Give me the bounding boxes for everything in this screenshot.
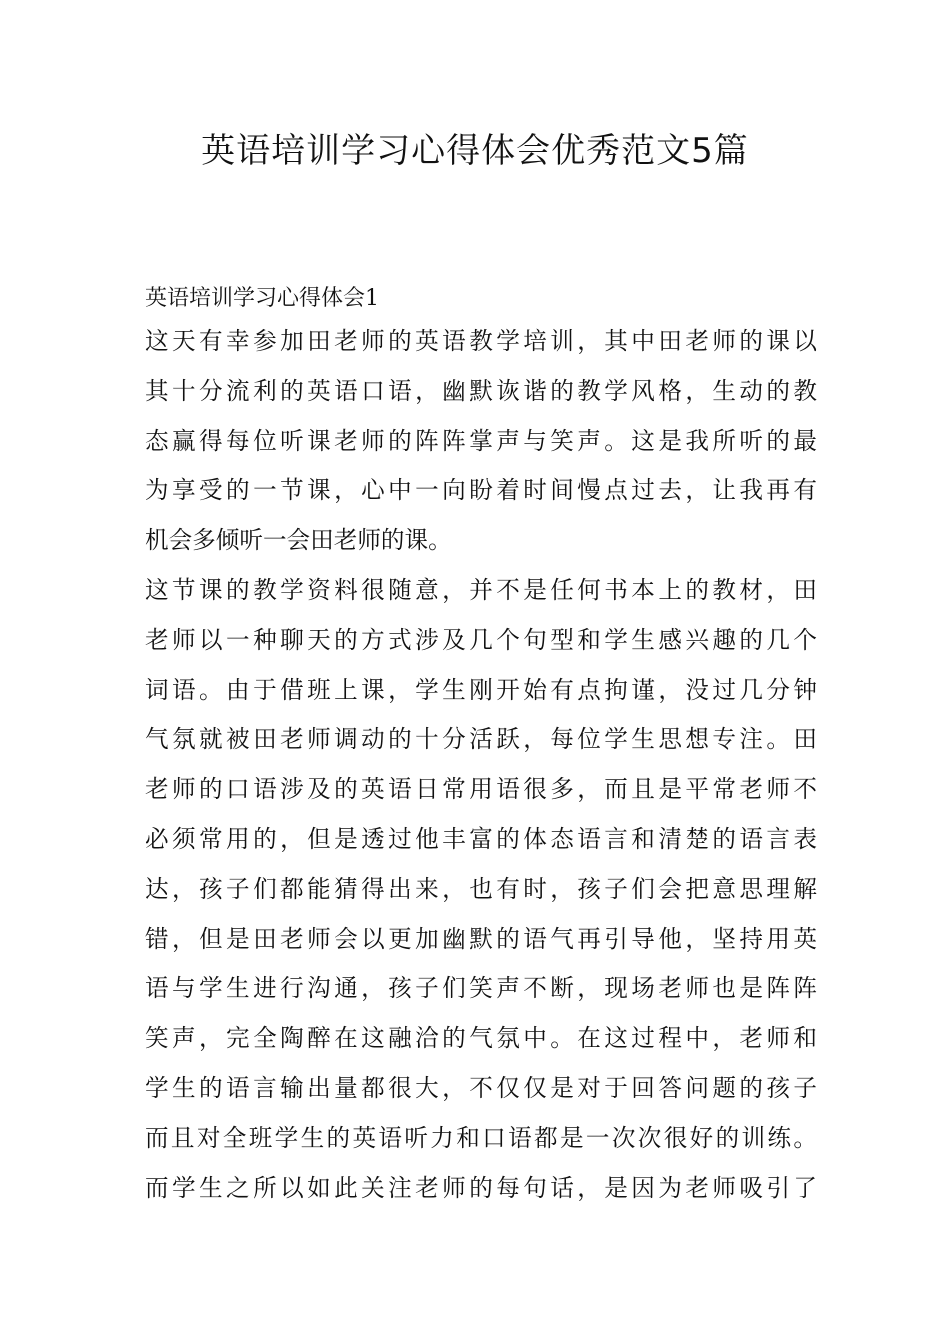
paragraph-line: 学生的语言输出量都很大，不仅仅是对于回答问题的孩子 [145, 1073, 817, 1102]
paragraph-line: 机会多倾听一会田老师的课。 [145, 526, 452, 555]
paragraph-line: 老师以一种聊天的方式涉及几个句型和学生感兴趣的几个 [145, 625, 817, 654]
paragraph-line: 其十分流利的英语口语，幽默诙谐的教学风格，生动的教 [145, 376, 817, 405]
paragraph-line: 气氛就被田老师调动的十分活跃，每位学生思想专注。田 [145, 725, 817, 754]
document-title: 英语培训学习心得体会优秀范文5篇 [201, 131, 749, 171]
document-body [145, 281, 817, 1213]
section-heading: 英语培训学习心得体会1 [145, 286, 379, 311]
paragraph-line: 词语。由于借班上课，学生刚开始有点拘谨，没过几分钟 [145, 675, 817, 704]
paragraph-line: 老师的口语涉及的英语日常用语很多，而且是平常老师不 [145, 775, 817, 804]
paragraph-line: 这节课的教学资料很随意，并不是任何书本上的教材，田 [145, 575, 817, 604]
paragraph-2 [145, 566, 817, 1213]
paragraph-line: 而学生之所以如此关注老师的每句话，是因为老师吸引了 [145, 1173, 817, 1202]
paragraph-1 [145, 317, 817, 566]
paragraph-line: 为享受的一节课，心中一向盼着时间慢点过去，让我再有 [145, 476, 817, 505]
paragraph-line: 这天有幸参加田老师的英语教学培训，其中田老师的课以 [145, 327, 817, 355]
paragraph-line: 笑声，完全陶醉在这融洽的气氛中。在这过程中，老师和 [145, 1024, 817, 1053]
paragraph-line: 达，孩子们都能猜得出来，也有时，孩子们会把意思理解 [145, 874, 817, 903]
paragraph-line: 态赢得每位听课老师的阵阵掌声与笑声。这是我所听的最 [145, 426, 817, 455]
paragraph-line: 必须常用的，但是透过他丰富的体态语言和清楚的语言表 [145, 824, 817, 853]
paragraph-line: 语与学生进行沟通，孩子们笑声不断，现场老师也是阵阵 [145, 974, 817, 1003]
paragraph-line: 而且对全班学生的英语听力和口语都是一次次很好的训练。 [145, 1123, 817, 1152]
paragraph-line: 错，但是田老师会以更加幽默的语气再引导他，坚持用英 [145, 924, 817, 953]
